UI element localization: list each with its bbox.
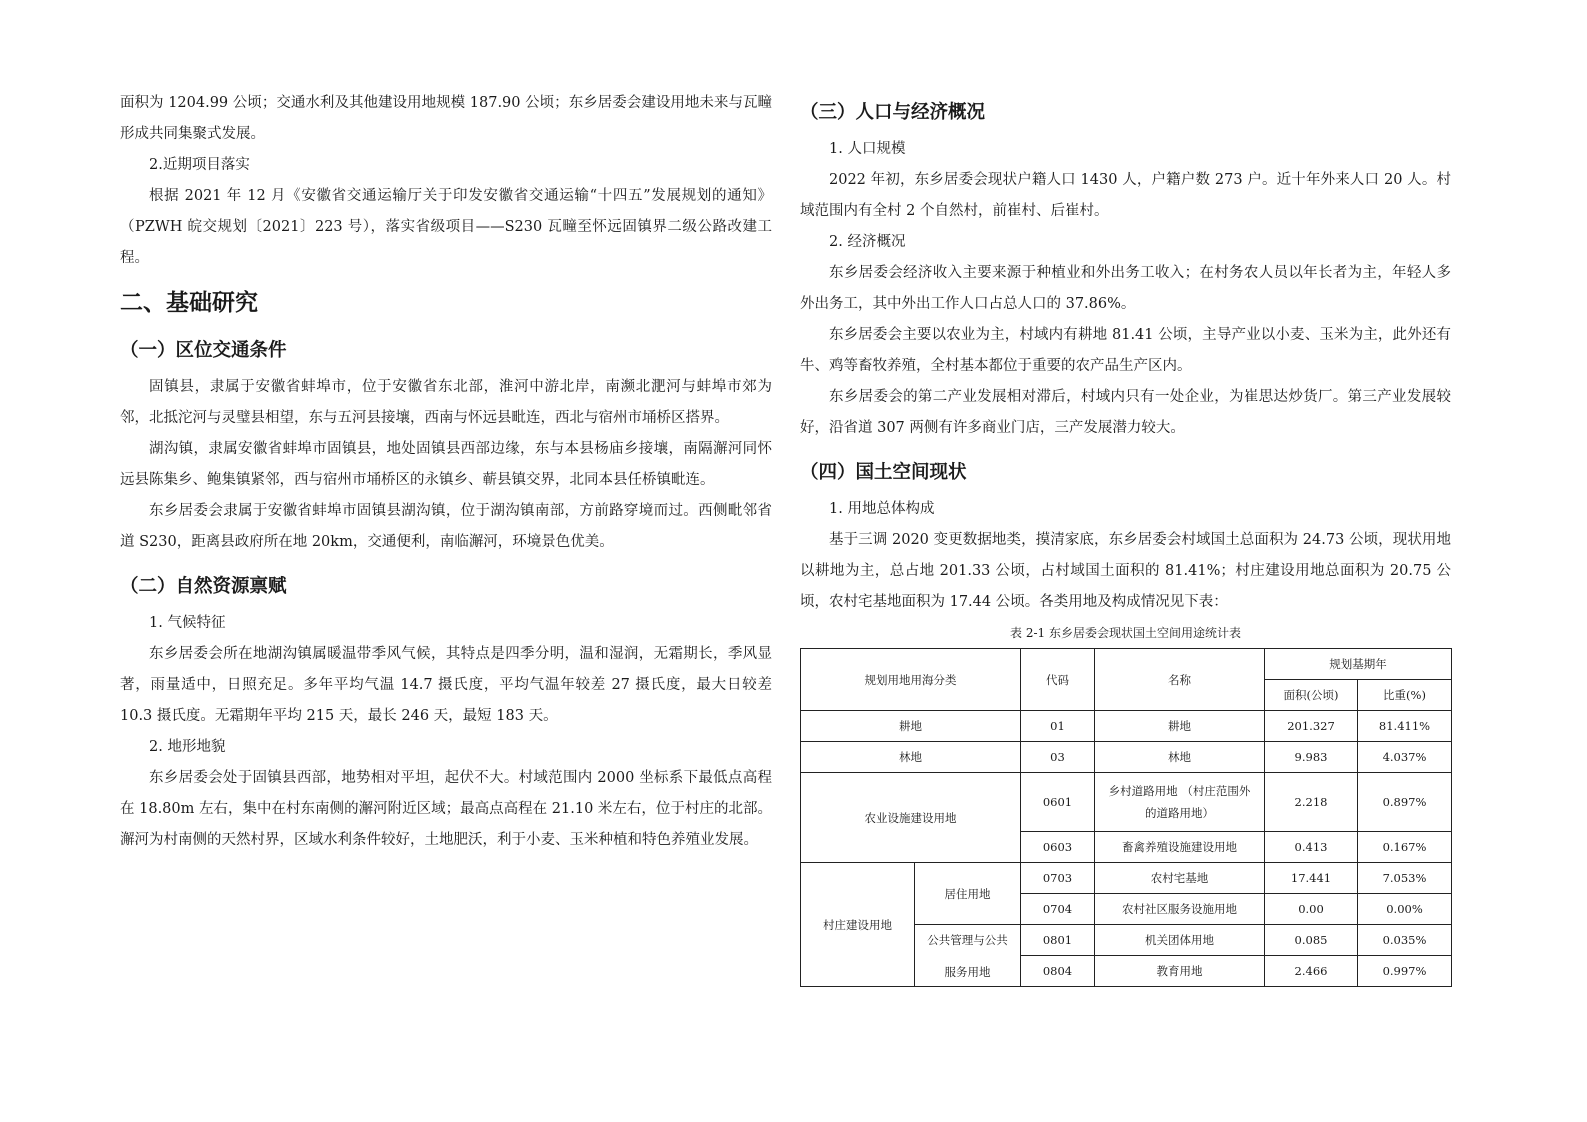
cell-area: 2.466	[1265, 956, 1358, 987]
cell-ratio: 0.997%	[1358, 956, 1452, 987]
cell-name-line: 的道路用地）	[1145, 806, 1214, 820]
section-title-basic-research: 二、基础研究	[120, 290, 258, 316]
header-code: 代码	[1021, 649, 1095, 711]
subheading-population: 1. 人口规模	[829, 141, 906, 157]
subheading-economy: 2. 经济概况	[829, 234, 906, 250]
paragraph: 固镇县，隶属于安徽省蚌埠市，位于安徽省东北部，淮河中游北岸，南濒北淝河与蚌埠市郊为邻，北抵沱河与灵璧县相望，东与五河县接壤，西南与怀远县毗连，西北与宿州市埇桥区搭界。	[120, 379, 772, 426]
paragraph: 东乡居委会的第二产业发展相对滞后，村域内只有一处企业，为崔思达炒货厂。第三产业发展较好，沿省道 307 两侧有许多商业门店，三产发展潜力较大。	[800, 389, 1451, 436]
cell-code: 01	[1021, 711, 1095, 742]
cell-ratio: 0.035%	[1358, 925, 1452, 956]
cell-name	[1095, 773, 1265, 832]
cell-code: 0801	[1021, 925, 1095, 956]
paragraph: 2022 年初，东乡居委会现状户籍人口 1430 人，户籍户数 273 户。近十年外来人口 20 人。村域范围内有全村 2 个自然村，前崔村、后崔村。	[800, 172, 1451, 219]
cell-subcategory-line: 服务用地	[944, 964, 991, 979]
cell-category: 耕地	[801, 711, 1021, 742]
cell-name: 畜禽养殖设施建设用地	[1095, 832, 1265, 863]
cell-subcategory: 居住用地	[915, 863, 1021, 925]
right-column	[800, 88, 1451, 987]
cell-subcategory-line: 公共管理与公共	[927, 932, 1008, 947]
table-row	[801, 863, 1452, 894]
section-heading-population-economy: （三）人口与经济概况	[800, 102, 986, 123]
cell-ratio: 81.411%	[1358, 711, 1452, 742]
cell-category: 林地	[801, 742, 1021, 773]
cell-area: 0.413	[1265, 832, 1358, 863]
cell-area: 201.327	[1265, 711, 1358, 742]
cell-name: 耕地	[1095, 711, 1265, 742]
cell-ratio: 0.00%	[1358, 894, 1452, 925]
cell-code: 0603	[1021, 832, 1095, 863]
subheading-recent-projects: 2.近期项目落实	[149, 157, 250, 173]
paragraph: 东乡居委会主要以农业为主，村域内有耕地 81.41 公顷，主导产业以小麦、玉米为主，此外还有牛、鸡等畜牧养殖，全村基本都位于重要的农产品生产区内。	[800, 327, 1451, 374]
cell-area: 2.218	[1265, 773, 1358, 832]
table-row	[801, 742, 1452, 773]
section-heading-land-status: （四）国土空间现状	[800, 462, 967, 483]
header-ratio: 比重(%)	[1358, 680, 1452, 711]
paragraph: 东乡居委会经济收入主要来源于种植业和外出务工收入；在村务农人员以年长者为主，年轻人多外出务工，其中外出工作人口占总人口的 37.86%。	[800, 265, 1451, 312]
table-row	[801, 711, 1452, 742]
cell-code: 0804	[1021, 956, 1095, 987]
paragraph: 东乡居委会处于固镇县西部，地势相对平坦，起伏不大。村域范围内 2000 坐标系下最低点高程在 18.80m 左右，集中在村东南侧的澥河附近区域；最高点高程在 21.10 米左右，位于村庄的北部。澥河为村南侧的天然村界，区域水利条件较好，土地肥沃，利于小麦、玉米种植和特色养殖业发展。	[120, 770, 772, 848]
cell-ratio: 0.897%	[1358, 773, 1452, 832]
cell-name: 农村社区服务设施用地	[1095, 894, 1265, 925]
paragraph: 面积为 1204.99 公顷；交通水利及其他建设用地规模 187.90 公顷；东乡居委会建设用地未来与瓦疃形成共同集聚式发展。	[120, 95, 772, 142]
land-use-table	[800, 648, 1452, 987]
section-heading-natural-resources: （二）自然资源禀赋	[120, 576, 287, 597]
cell-code: 0704	[1021, 894, 1095, 925]
cell-subcategory	[915, 925, 1021, 987]
section-heading-location-traffic: （一）区位交通条件	[120, 340, 287, 361]
paragraph: 东乡居委会所在地湖沟镇属暖温带季风气候，其特点是四季分明，温和湿润，无霜期长，季风显著，雨量适中，日照充足。多年平均气温 14.7 摄氏度，平均气温年较差 27 摄氏度，最大日较差 10.3 摄氏度。无霜期年平均 215 天，最长 246 天，最短 183 天。	[120, 646, 772, 724]
header-area: 面积(公顷)	[1265, 680, 1358, 711]
paragraph: 东乡居委会隶属于安徽省蚌埠市固镇县湖沟镇，位于湖沟镇南部，方前路穿境而过。西侧毗邻省道 S230，距离县政府所在地 20km，交通便利，南临澥河，环境景色优美。	[120, 503, 772, 550]
cell-ratio: 0.167%	[1358, 832, 1452, 863]
header-base-year: 规划基期年	[1265, 649, 1452, 680]
cell-ratio: 7.053%	[1358, 863, 1452, 894]
cell-name: 机关团体用地	[1095, 925, 1265, 956]
cell-category: 农业设施建设用地	[801, 773, 1021, 863]
table-caption: 表 2-1 东乡居委会现状国土空间用途统计表	[1010, 626, 1241, 640]
table-row	[801, 773, 1452, 832]
header-category: 规划用地用海分类	[801, 649, 1021, 711]
cell-area: 0.085	[1265, 925, 1358, 956]
cell-code: 0601	[1021, 773, 1095, 832]
subheading-climate: 1. 气候特征	[149, 615, 226, 631]
paragraph: 根据 2021 年 12 月《安徽省交通运输厅关于印发安徽省交通运输“十四五”发展规划的通知》（PZWH 皖交规划〔2021〕223 号），落实省级项目——S230 瓦疃至怀远固镇界二级公路改建工程。	[120, 188, 772, 266]
cell-area: 0.00	[1265, 894, 1358, 925]
table-header-row	[801, 649, 1452, 680]
cell-code: 0703	[1021, 863, 1095, 894]
paragraph: 基于三调 2020 变更数据地类，摸清家底，东乡居委会村域国土总面积为 24.73 公顷，现状用地以耕地为主，总占地 201.33 公顷，占村域国土面积的 81.41%；村庄建设用地总面积为 20.75 公顷，农村宅基地面积为 17.44 公顷。各类用地及构成情况见下表：	[800, 532, 1451, 610]
subheading-land-composition: 1. 用地总体构成	[829, 501, 935, 517]
left-column	[120, 88, 772, 856]
cell-category: 村庄建设用地	[801, 863, 915, 987]
paragraph: 湖沟镇，隶属安徽省蚌埠市固镇县，地处固镇县西部边缘，东与本县杨庙乡接壤，南隔澥河同怀远县陈集乡、鲍集镇紧邻，西与宿州市埇桥区的永镇乡、蕲县镇交界，北同本县任桥镇毗连。	[120, 441, 772, 488]
cell-name: 教育用地	[1095, 956, 1265, 987]
cell-name-line: 乡村道路用地 （村庄范围外	[1108, 784, 1251, 798]
cell-code: 03	[1021, 742, 1095, 773]
cell-ratio: 4.037%	[1358, 742, 1452, 773]
header-name: 名称	[1095, 649, 1265, 711]
subheading-terrain: 2. 地形地貌	[149, 739, 226, 755]
cell-name: 农村宅基地	[1095, 863, 1265, 894]
cell-name: 林地	[1095, 742, 1265, 773]
cell-area: 17.441	[1265, 863, 1358, 894]
cell-area: 9.983	[1265, 742, 1358, 773]
